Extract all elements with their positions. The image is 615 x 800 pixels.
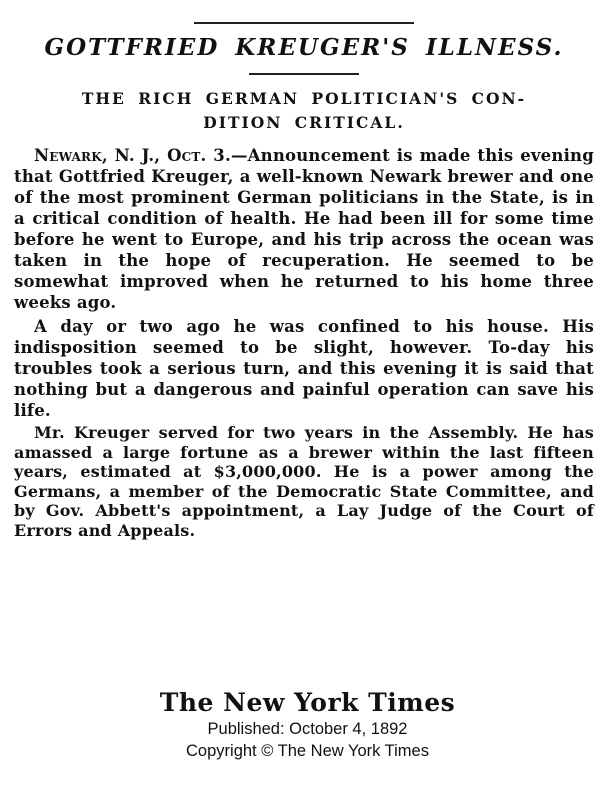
- nyt-logo: The New York Times: [159, 688, 456, 717]
- subheadline-line-2: DITION CRITICAL.: [203, 113, 405, 132]
- headline: GOTTFRIED KREUGER'S ILLNESS.: [44, 34, 564, 61]
- page-footer: [0, 688, 615, 762]
- dateline: Newark, N. J., Oct. 3.: [34, 146, 231, 165]
- paragraph-2: A day or two ago he was confined to his house. His indisposition seemed to be slight, however. To-day his troubles took a serious turn, and this evening it is said that nothing but a dangerous and painful operation can save his life.: [14, 317, 594, 420]
- copyright-notice: Copyright © The New York Times: [186, 742, 429, 760]
- paragraph-1: [14, 145, 594, 313]
- top-divider: [194, 22, 414, 24]
- published-date: Published: October 4, 1892: [207, 720, 408, 738]
- paragraph-1-text: —Announcement is made this evening that Gottfried Kreuger, a well-known Newark brewer and one of the most prominent German politicians in the State, is in a critical condition of health. He had been ill for some time before he went to Europe, and his trip across the ocean was taken in the hope of recuperation. He seemed to be somewhat improved when he returned to his home three weeks ago.: [14, 146, 594, 312]
- headline-divider: [249, 73, 359, 75]
- article-body: [14, 145, 594, 540]
- subheadline: [14, 87, 594, 135]
- article-clipping: [14, 14, 594, 540]
- paragraph-3: Mr. Kreuger served for two years in the Assembly. He has amassed a large fortune as a brewer within the last fifteen years, estimated at $3,000,000. He is a power among the Germans, a member of the Democratic State Committee, and by Gov. Abbett's appointment, a Lay Judge of the Court of Errors and Appeals.: [14, 423, 594, 540]
- subheadline-line-1: THE RICH GERMAN POLITICIAN'S CON-: [81, 89, 527, 108]
